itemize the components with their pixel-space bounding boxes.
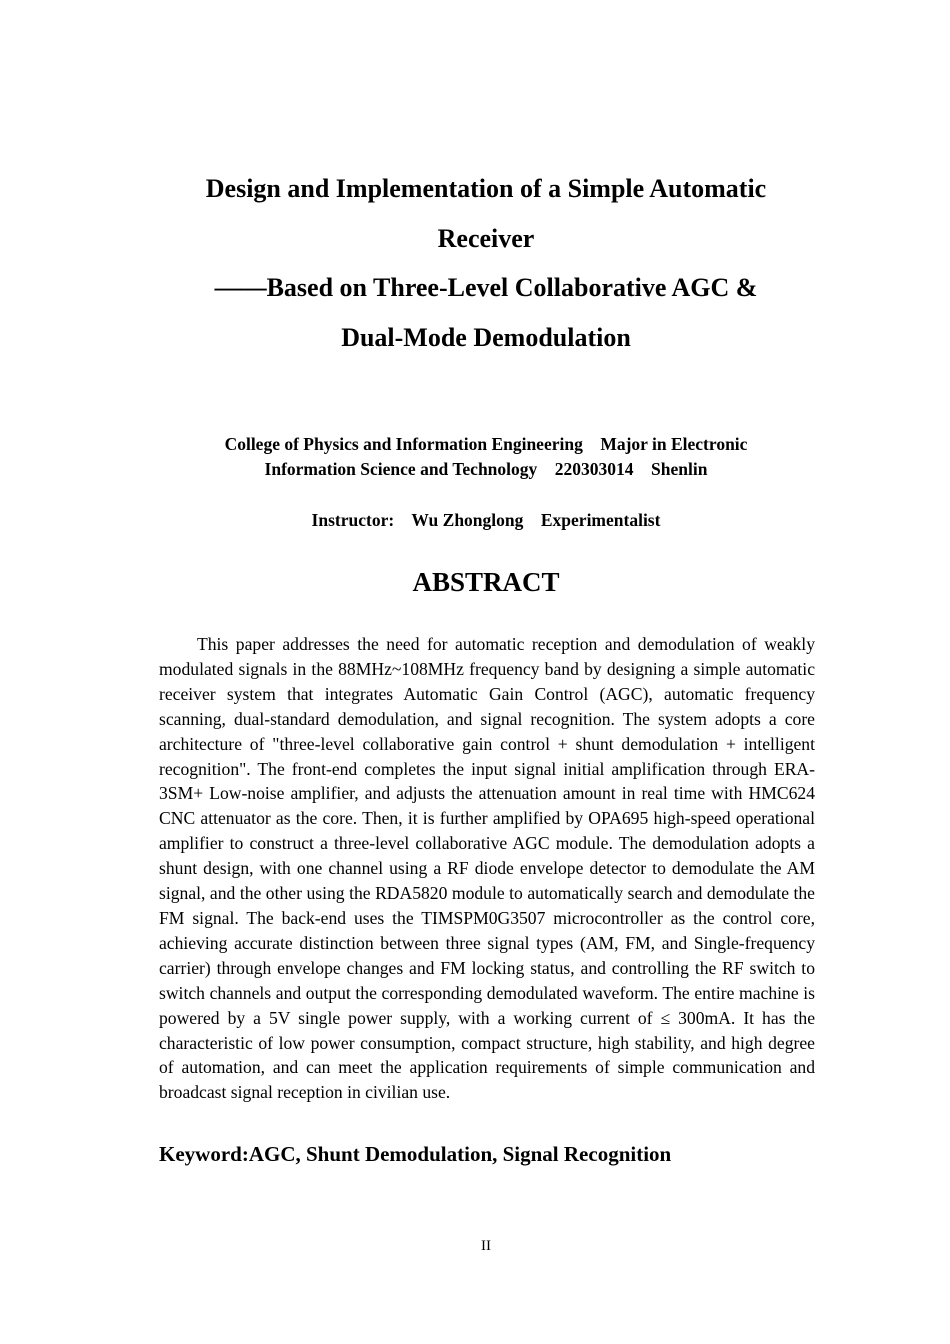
page-number: II [481,1238,491,1254]
abstract-heading: ABSTRACT [412,567,560,597]
abstract-body: This paper addresses the need for automatic reception and demodulation of weakly modulated signals in the 88MHz~108MHz frequency band by designing a simple automatic receiver system that integrates Automatic Gain Control (AGC), automatic frequency scanning, dual-standard demodulation, and signal recognition. The system adopts a core architecture of "three-level collaborative gain control + shunt demodulation + intelligent recognition". The front-end completes the input signal initial amplification through ERA-3SM+ Low-noise amplifier, and adjusts the attenuation amount in real time with HMC624 CNC attenuator as the core. Then, it is further amplified by OPA695 high-speed operational amplifier to construct a three-level collaborative AGC module. The demodulation adopts a shunt design, with one channel using a RF diode envelope detector to demodulate the AM signal, and the other using the RDA5820 module to automatically search and demodulate the FM signal. The back-end uses the TIMSPM0G3507 microcontroller as the control core, achieving accurate distinction between three signal types (AM, FM, and Single-frequency carrier) through envelope changes and FM locking status, and controlling the RF switch to switch channels and output the corresponding demodulated waveform. The entire machine is powered by a 5V single power supply, with a working current of ≤ 300mA. It has the characteristic of low power consumption, compact structure, high stability, and high degree of automation, and can meet the application requirements of simple communication and broadcast signal reception in civilian use. [159,634,815,1103]
subtitle-line-1: ——Based on Three-Level Collaborative AGC & [214,273,758,302]
subtitle-line-2: Dual-Mode Demodulation [341,322,631,352]
title-line-2: Receiver [437,223,535,253]
affiliation-line-2: Information Science and Technology 220303014 Shenlin [264,459,708,479]
instructor-line: Instructor: Wu Zhonglong Experimentalist [311,510,661,530]
author-affiliation [150,432,822,482]
keywords-line: Keyword:AGC, Shunt Demodulation, Signal Recognition [159,1142,672,1166]
paper-title [150,164,822,362]
title-line-1: Design and Implementation of a Simple Automatic [205,174,767,203]
affiliation-line-1: College of Physics and Information Engineering Major in Electronic [224,434,748,454]
